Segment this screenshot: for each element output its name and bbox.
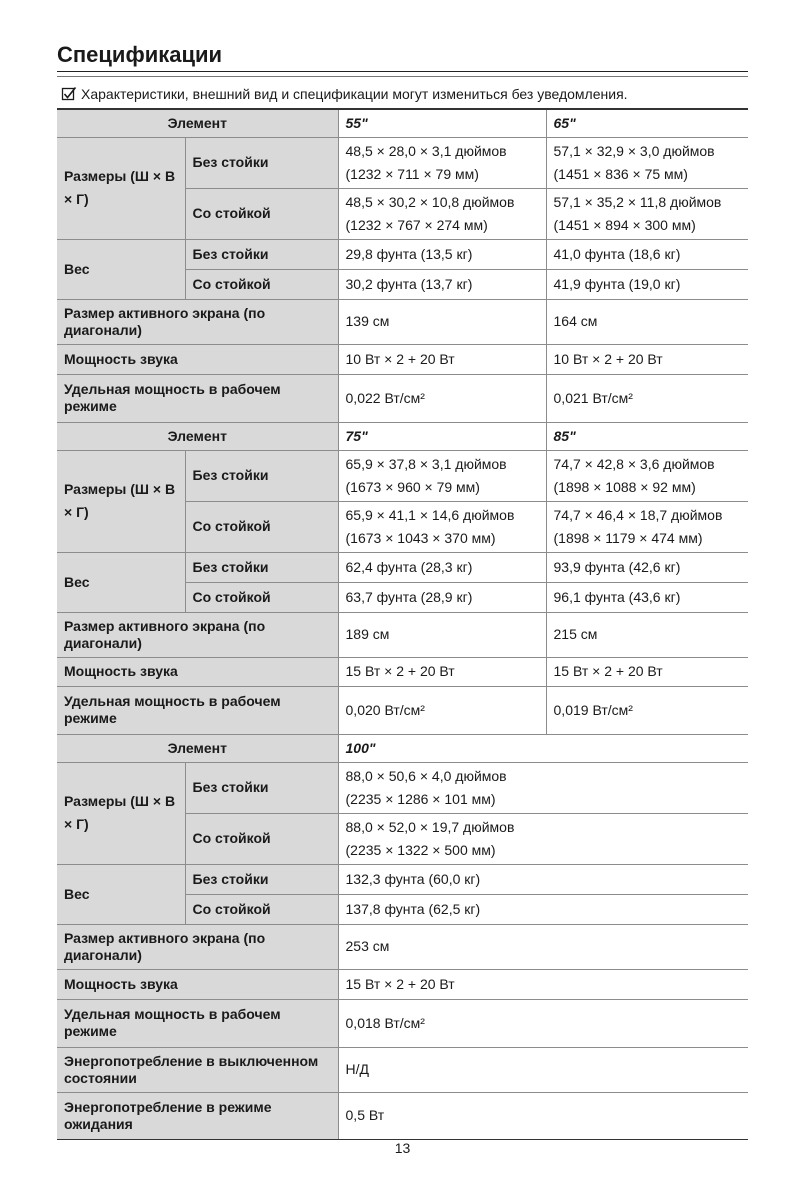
page-title: Спецификации [57, 42, 223, 67]
weight-with-stand-100: 137,8 фунта (62,5 кг) [338, 894, 748, 924]
power-density-label: Удельная мощность в рабочем режиме [57, 374, 338, 422]
disclaimer-note [61, 86, 628, 102]
with-stand-label: Со стойкой [185, 188, 338, 239]
weight-with-stand-75: 63,7 фунта (28,9 кг) [338, 582, 546, 612]
standby-label: Энергопотребление в режиме ожидания [57, 1092, 338, 1139]
with-stand-label: Со стойкой [185, 269, 338, 299]
header-element-label: Элемент [57, 422, 338, 450]
screen-size-label: Размер активного экрана (по диагонали) [57, 924, 338, 969]
table-row [57, 1092, 748, 1139]
power-density-label: Удельная мощность в рабочем режиме [57, 999, 338, 1047]
weight-without-stand-75: 62,4 фунта (28,3 кг) [338, 552, 546, 582]
table-row [57, 137, 748, 188]
title-rule-thin [57, 76, 748, 77]
dim-with-stand-85: 74,7 × 46,4 × 18,7 дюймов (1898 × 1179 × 474 мм) [546, 501, 748, 552]
without-stand-label: Без стойки [185, 137, 338, 188]
screen-size-100: 253 см [338, 924, 748, 969]
dim-without-stand-65: 57,1 × 32,9 × 3,0 дюймов (1451 × 836 × 75 мм) [546, 137, 748, 188]
weight-label: Вес [57, 864, 185, 924]
table-header-row [57, 109, 748, 137]
weight-with-stand-85: 96,1 фунта (43,6 кг) [546, 582, 748, 612]
with-stand-label: Со стойкой [185, 894, 338, 924]
audio-power-label: Мощность звука [57, 344, 338, 374]
power-density-85: 0,019 Вт/см² [546, 686, 748, 734]
dim-without-stand-100: 88,0 × 50,6 × 4,0 дюймов (2235 × 1286 × 101 мм) [338, 762, 748, 813]
audio-power-label: Мощность звука [57, 969, 338, 999]
standby-100: 0,5 Вт [338, 1092, 748, 1139]
without-stand-label: Без стойки [185, 762, 338, 813]
dimensions-label: Размеры (Ш × В × Г) [57, 450, 185, 552]
header-element-label: Элемент [57, 109, 338, 137]
table-row [57, 864, 748, 894]
page-number: 13 [394, 1140, 411, 1156]
table-row [57, 612, 748, 657]
power-density-100: 0,018 Вт/см² [338, 999, 748, 1047]
weight-with-stand-65: 41,9 фунта (19,0 кг) [546, 269, 748, 299]
without-stand-label: Без стойки [185, 239, 338, 269]
dim-with-stand-100: 88,0 × 52,0 × 19,7 дюймов (2235 × 1322 × 500 мм) [338, 813, 748, 864]
power-off-100: Н/Д [338, 1047, 748, 1092]
table-row [57, 299, 748, 344]
specifications-table [57, 108, 748, 1140]
model-85: 85" [546, 422, 748, 450]
model-65: 65" [546, 109, 748, 137]
screen-size-55: 139 см [338, 299, 546, 344]
power-density-75: 0,020 Вт/см² [338, 686, 546, 734]
dim-without-stand-75: 65,9 × 37,8 × 3,1 дюймов (1673 × 960 × 79 мм) [338, 450, 546, 501]
weight-without-stand-55: 29,8 фунта (13,5 кг) [338, 239, 546, 269]
power-off-label: Энергопотребление в выключенном состоянии [57, 1047, 338, 1092]
audio-power-100: 15 Вт × 2 + 20 Вт [338, 969, 748, 999]
table-row [57, 924, 748, 969]
audio-power-85: 15 Вт × 2 + 20 Вт [546, 657, 748, 686]
model-100: 100" [338, 734, 748, 762]
audio-power-65: 10 Вт × 2 + 20 Вт [546, 344, 748, 374]
table-row [57, 1047, 748, 1092]
audio-power-75: 15 Вт × 2 + 20 Вт [338, 657, 546, 686]
with-stand-label: Со стойкой [185, 501, 338, 552]
table-header-row [57, 734, 748, 762]
dim-with-stand-75: 65,9 × 41,1 × 14,6 дюймов (1673 × 1043 × 370 мм) [338, 501, 546, 552]
weight-label: Вес [57, 239, 185, 299]
weight-without-stand-65: 41,0 фунта (18,6 кг) [546, 239, 748, 269]
dim-without-stand-85: 74,7 × 42,8 × 3,6 дюймов (1898 × 1088 × 92 мм) [546, 450, 748, 501]
without-stand-label: Без стойки [185, 864, 338, 894]
dim-with-stand-65: 57,1 × 35,2 × 11,8 дюймов (1451 × 894 × 300 мм) [546, 188, 748, 239]
with-stand-label: Со стойкой [185, 582, 338, 612]
without-stand-label: Без стойки [185, 450, 338, 501]
table-row [57, 344, 748, 374]
weight-label: Вес [57, 552, 185, 612]
model-55: 55" [338, 109, 546, 137]
power-density-label: Удельная мощность в рабочем режиме [57, 686, 338, 734]
table-row [57, 999, 748, 1047]
power-density-55: 0,022 Вт/см² [338, 374, 546, 422]
dimensions-label: Размеры (Ш × В × Г) [57, 762, 185, 864]
checkbox-checked-icon [61, 86, 77, 102]
screen-size-label: Размер активного экрана (по диагонали) [57, 299, 338, 344]
dim-without-stand-55: 48,5 × 28,0 × 3,1 дюймов (1232 × 711 × 79 мм) [338, 137, 546, 188]
weight-with-stand-55: 30,2 фунта (13,7 кг) [338, 269, 546, 299]
title-rule [57, 71, 748, 72]
table-row [57, 657, 748, 686]
table-row [57, 552, 748, 582]
audio-power-label: Мощность звука [57, 657, 338, 686]
screen-size-85: 215 см [546, 612, 748, 657]
table-row [57, 686, 748, 734]
screen-size-75: 189 см [338, 612, 546, 657]
audio-power-55: 10 Вт × 2 + 20 Вт [338, 344, 546, 374]
table-row [57, 762, 748, 813]
table-row [57, 239, 748, 269]
power-density-65: 0,021 Вт/см² [546, 374, 748, 422]
weight-without-stand-100: 132,3 фунта (60,0 кг) [338, 864, 748, 894]
screen-size-label: Размер активного экрана (по диагонали) [57, 612, 338, 657]
with-stand-label: Со стойкой [185, 813, 338, 864]
table-row [57, 374, 748, 422]
without-stand-label: Без стойки [185, 552, 338, 582]
model-75: 75" [338, 422, 546, 450]
table-row [57, 450, 748, 501]
disclaimer-text: Характеристики, внешний вид и спецификации могут измениться без уведомления. [81, 86, 628, 102]
header-element-label: Элемент [57, 734, 338, 762]
dimensions-label: Размеры (Ш × В × Г) [57, 137, 185, 239]
screen-size-65: 164 см [546, 299, 748, 344]
table-row [57, 969, 748, 999]
table-header-row [57, 422, 748, 450]
dim-with-stand-55: 48,5 × 30,2 × 10,8 дюймов (1232 × 767 × 274 мм) [338, 188, 546, 239]
weight-without-stand-85: 93,9 фунта (42,6 кг) [546, 552, 748, 582]
